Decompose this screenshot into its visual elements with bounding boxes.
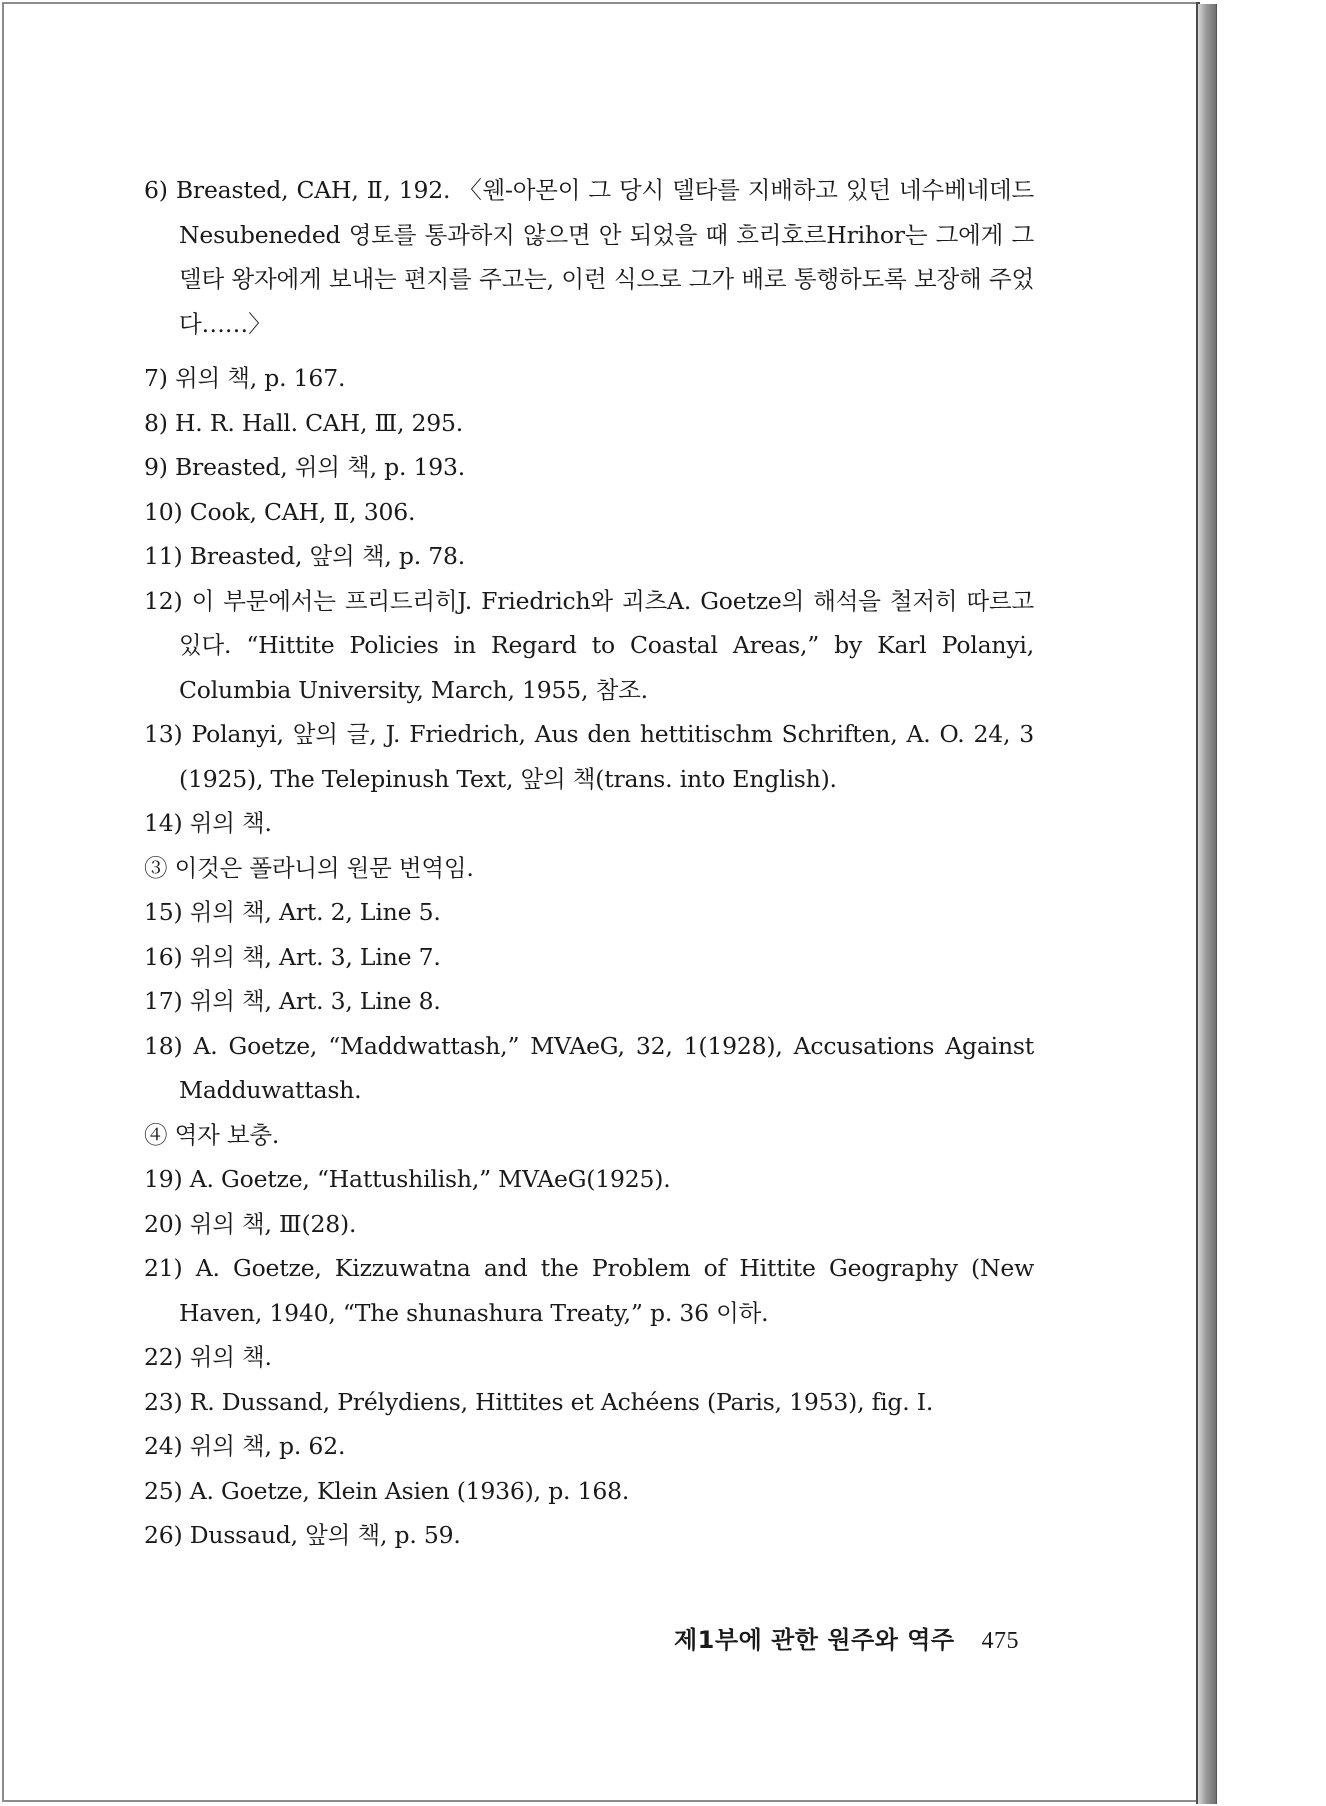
endnote-6: 6) Breasted, CAH, Ⅱ, 192. 〈웬-아몬이 그 당시 델타를 지배하고 있던 네수베네데드Nesubeneded 영토를 통과하지 않으면 안 되었을 때 흐리호르Hrihor는 그에게 그 델타 왕자에게 보내는 편지를 주고는, 이런 식으로 그가 배로 통행하도록 보장해 주었다……〉 bbox=[144, 176, 1034, 338]
endnote-10: 10) Cook, CAH, Ⅱ, 306. bbox=[144, 497, 416, 526]
page-number: 475 bbox=[981, 1628, 1019, 1654]
endnote-24: 24) 위의 책, p. 62. bbox=[144, 1432, 346, 1460]
running-title: 제1부에 관한 원주와 역주 bbox=[674, 1626, 955, 1654]
endnote-8: 8) H. R. Hall. CAH, Ⅲ, 295. bbox=[144, 408, 464, 437]
endnote-26: 26) Dussaud, 앞의 책, p. 59. bbox=[144, 1521, 461, 1549]
endnote-13: 13) Polanyi, 앞의 글, J. Friedrich, Aus den hettitischm Schriften, A. O. 24, 3 (1925), The Telepinush Text, 앞의 책(trans. into English). bbox=[144, 720, 1034, 793]
endnote-9: 9) Breasted, 위의 책, p. 193. bbox=[144, 453, 466, 481]
page-stack-edge bbox=[1198, 4, 1217, 1804]
endnote-20: 20) 위의 책, Ⅲ(28). bbox=[144, 1209, 357, 1238]
endnote-11: 11) Breasted, 앞의 책, p. 78. bbox=[144, 542, 466, 570]
endnote-15: 15) 위의 책, Art. 2, Line 5. bbox=[144, 898, 441, 926]
endnote-7: 7) 위의 책, p. 167. bbox=[144, 364, 346, 392]
endnote-14: 14) 위의 책. bbox=[144, 809, 272, 837]
book-page bbox=[2, 2, 1198, 1802]
endnote-23: 23) R. Dussand, Prélydiens, Hittites et Achéens (Paris, 1953), fig. Ⅰ. bbox=[144, 1387, 934, 1416]
endnote-12: 12) 이 부문에서는 프리드리히J. Friedrich와 괴츠A. Goetze의 해석을 철저히 따르고 있다. “Hittite Policies in Regard to Coastal Areas,” by Karl Polanyi, Columbia University, March, 1955, 참조. bbox=[144, 586, 1034, 704]
endnote-21: 21) A. Goetze, Kizzuwatna and the Problem of Hittite Geography (New Haven, 1940, “The shunashura Treaty,” p. 36 이하. bbox=[144, 1254, 1034, 1327]
endnote-19: 19) A. Goetze, “Hattushilish,” MVAeG(1925). bbox=[144, 1165, 671, 1193]
endnote-25: 25) A. Goetze, Klein Asien (1936), p. 168. bbox=[144, 1476, 630, 1505]
translator-note-4: ④ 역자 보충. bbox=[144, 1120, 280, 1149]
endnote-18: 18) A. Goetze, “Maddwattash,” MVAeG, 32, 1(1928), Accusations Against Madduwattash. bbox=[144, 1031, 1034, 1104]
endnote-22: 22) 위의 책. bbox=[144, 1343, 272, 1371]
endnote-16: 16) 위의 책, Art. 3, Line 7. bbox=[144, 942, 441, 971]
translator-note-3: ③ 이것은 폴라니의 원문 번역임. bbox=[144, 853, 474, 882]
endnote-17: 17) 위의 책, Art. 3, Line 8. bbox=[144, 987, 441, 1015]
endnotes-list bbox=[144, 168, 1034, 1558]
page-footer bbox=[674, 1620, 1019, 1655]
